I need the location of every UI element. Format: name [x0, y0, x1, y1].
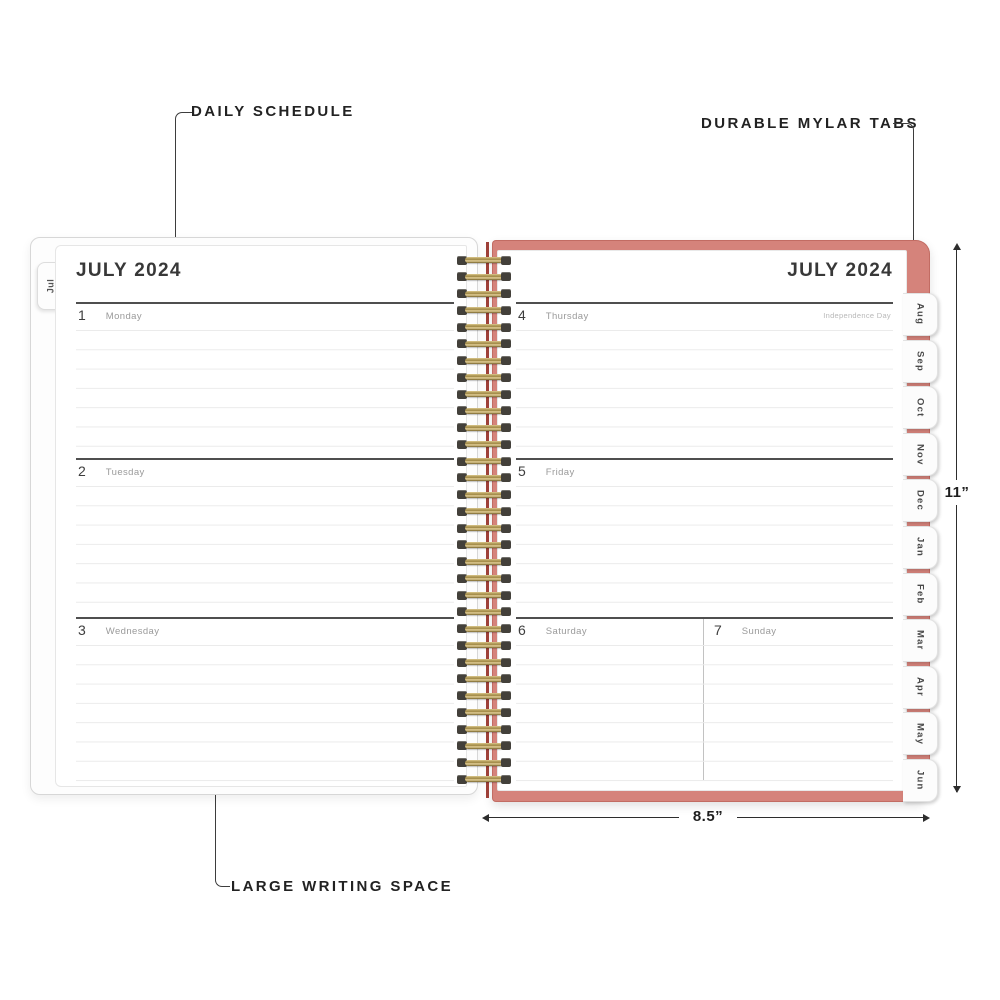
arrow-down-icon: [953, 786, 961, 793]
month-tab-apr: [903, 666, 938, 709]
coil-loop: [457, 721, 511, 738]
coil-loop: [457, 570, 511, 587]
right-planner-page: [497, 250, 907, 791]
day-name: Sunday: [741, 626, 777, 637]
day-number: 6: [518, 622, 526, 638]
coil-loop: [457, 302, 511, 319]
coil-loop: [457, 704, 511, 721]
ruled-lines: [76, 330, 454, 448]
spiral-binding: [457, 252, 511, 788]
coil-loop: [457, 537, 511, 554]
day-name: Wednesday: [105, 626, 160, 637]
day-number: 2: [78, 463, 86, 479]
height-dimension-label: 11”: [938, 480, 976, 505]
coil-loop: [457, 470, 511, 487]
day-name: Friday: [545, 467, 575, 478]
day-section-friday: [516, 458, 893, 619]
coil-loop: [457, 738, 511, 755]
coil-loop: [457, 671, 511, 688]
mylar-tabs-label: DURABLE MYLAR TABS: [701, 115, 919, 132]
coil-loop: [457, 688, 511, 705]
coil-loop: [457, 319, 511, 336]
coil-loop: [457, 654, 511, 671]
month-tab-label: Apr: [914, 677, 926, 698]
coil-loop: [457, 604, 511, 621]
coil-loop: [457, 520, 511, 537]
width-dimension-label: 8.5”: [679, 808, 737, 825]
day-header: [78, 464, 145, 478]
month-tab-nov: [903, 433, 938, 476]
day-number: 3: [78, 622, 86, 638]
ruled-lines: [516, 486, 893, 606]
coil-loop: [457, 554, 511, 571]
month-tab-jan: [903, 526, 938, 569]
month-tab-label: Dec: [914, 490, 926, 512]
right-page-title: JULY 2024: [787, 260, 893, 281]
left-planner-page: [55, 245, 467, 787]
month-tab-aug: [903, 293, 938, 336]
month-tab-label: Jun: [914, 770, 926, 791]
ruled-lines: [516, 330, 893, 448]
day-header: [714, 623, 776, 637]
month-tab-label: May: [914, 722, 926, 745]
day-name: Saturday: [545, 626, 588, 637]
month-tab-label: Jan: [914, 537, 926, 558]
coil-loop: [457, 269, 511, 286]
coil-loop: [457, 637, 511, 654]
coil-loop: [457, 336, 511, 353]
month-tab-label: Sep: [914, 350, 926, 372]
month-tab-dec: [903, 479, 938, 522]
month-tab-jun: [903, 759, 938, 802]
day-section-tuesday: [76, 458, 454, 619]
day-name: Thursday: [545, 311, 589, 322]
month-tab-label: Oct: [914, 397, 926, 418]
holiday-note: Independence Day: [823, 311, 891, 320]
large-writing-space-label: LARGE WRITING SPACE: [231, 878, 453, 895]
coil-loop: [457, 403, 511, 420]
height-dimension-line: [956, 246, 957, 792]
month-tab-feb: [903, 573, 938, 616]
ruled-lines: [516, 645, 893, 785]
day-header: [518, 623, 587, 637]
coil-loop: [457, 386, 511, 403]
ruled-lines: [76, 645, 454, 785]
month-tab-label: Feb: [914, 583, 926, 605]
ruled-lines: [76, 486, 454, 606]
arrow-left-icon: [482, 814, 489, 822]
day-number: 5: [518, 463, 526, 479]
month-tab-label: Nov: [914, 443, 926, 466]
left-page-title: JULY 2024: [76, 260, 182, 281]
day-section-weekend: [516, 617, 893, 792]
month-tab-label: Aug: [914, 303, 926, 326]
day-section-thursday: [516, 302, 893, 460]
coil-loop: [457, 369, 511, 386]
coil-loop: [457, 353, 511, 370]
month-tab-mar: [903, 619, 938, 662]
day-section-monday: [76, 302, 454, 460]
coil-loop: [457, 286, 511, 303]
coil-loop: [457, 453, 511, 470]
daily-schedule-label: DAILY SCHEDULE: [191, 103, 355, 120]
day-header: [78, 623, 159, 637]
coil-loop: [457, 771, 511, 788]
jul-side-tab-label: Jul: [44, 278, 55, 294]
day-header: [78, 308, 142, 322]
day-section-wednesday: [76, 617, 454, 788]
day-number: 7: [714, 622, 722, 638]
coil-loop: [457, 420, 511, 437]
coil-loop: [457, 755, 511, 772]
month-tab-oct: [903, 386, 938, 429]
month-tab-sep: [903, 340, 938, 383]
coil-loop: [457, 503, 511, 520]
day-name: Tuesday: [105, 467, 145, 478]
coil-loop: [457, 621, 511, 638]
month-tab-label: Mar: [914, 630, 926, 651]
coil-loop: [457, 587, 511, 604]
coil-loop: [457, 252, 511, 269]
arrow-right-icon: [923, 814, 930, 822]
coil-loop: [457, 487, 511, 504]
arrow-up-icon: [953, 243, 961, 250]
month-tab-may: [903, 712, 938, 755]
day-name: Monday: [105, 311, 142, 322]
day-number: 1: [78, 307, 86, 323]
day-number: 4: [518, 307, 526, 323]
coil-loop: [457, 436, 511, 453]
day-header: [518, 308, 589, 322]
month-tabs: [903, 293, 938, 806]
day-header: [518, 464, 575, 478]
